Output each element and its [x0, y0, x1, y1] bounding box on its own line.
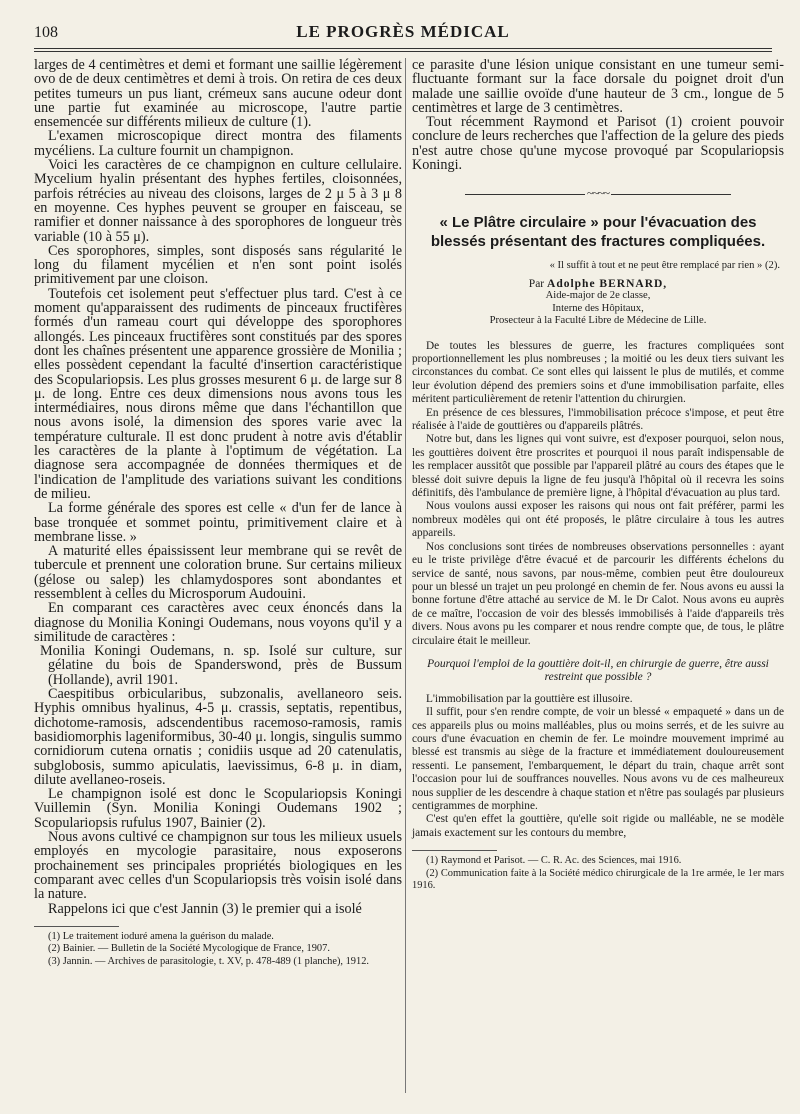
right-column [412, 58, 784, 893]
paragraph: ce parasite d'une lésion unique consistant en une tumeur semi-fluctuante formant sur la face dorsale du poignet droit d'un malade une saillie ovoïde d'une hauteur de 3 cm., longue de 5 centimètres et large de 3 centimètres. [412, 57, 784, 116]
paragraph: Il suffit, pour s'en rendre compte, de voir un blessé « empaqueté » dans un de ces appareils plus ou moins malléables, plus ou moins serrés, et de les suivre au cours d'une évacuation en chemin de fer. Le moindre mouvement imprimé au blessé est transmis au siège de la fracture et immédiatement douloureusement ressenti. Le pansement, l'embarquement, le départ du train, chaque arrêt sont l'occasion pour lui de souffrances nouvelles. Nous avons vu de ces malheureux nous supplier de les descendre à chaque station et n'être pas soulagés par plusieurs centigrammes de morphine. [412, 706, 784, 812]
paragraph: Nos conclusions sont tirées de nombreuses observations personnelles : ayant eu le triste privilège d'être évacué et de parcourir les différents échelons du service de santé, nous savons, par nous-même, combien peut être douloureux pour un blessé un trajet un peu prolongé en chemin de fer. Nous avons eu aussi la bonne fortune d'être attaché au service de M. le Dr Calot. Nous avons eu auprès de ce maître, l'occasion de voir des blessés immobilisés à l'aide d'appareils très divers. Nous avons pu les comparer et nous rendre compte que, de tous, le plâtre circulaire était le meilleur. [412, 540, 784, 647]
paragraph: Nous avons cultivé ce champignon sur tous les milieux usuels employés en mycologie parasitaire, nous exposerons prochainement ses principales propriétés biologiques en les comparant avec celles d'un Scopulariopsis très voisin isolé dans la nature. [34, 829, 402, 903]
paragraph: Tout récemment Raymond et Parisot (1) croient pouvoir conclure de leurs recherches que l'affection de la gelure des pieds n'est autre chose qu'une mycose provoqué par Scopulariopsis Koningi. [412, 114, 784, 174]
section-subheading: Pourquoi l'emploi de la gouttière doit-il, en chirurgie de guerre, être aussi restreint que possible ? [427, 657, 769, 684]
page-number: 108 [34, 24, 58, 41]
affiliation-line: Aide-major de 2e classe, [545, 290, 651, 302]
footnote-rule [34, 926, 119, 927]
paragraph: En comparant ces caractères avec ceux énoncés dans la diagnose du Monilia Koningi Oudemans, nous voyons qu'il y a similitude de caractères : [34, 600, 402, 645]
affiliation-line: Interne des Hôpitaux, [552, 302, 644, 314]
running-title: LE PROGRÈS MÉDICAL [296, 22, 510, 41]
paragraph: En présence de ces blessures, l'immobilisation précoce s'impose, et peut être réalisée à l'aide de gouttières ou d'appareils plâtrés. [412, 406, 784, 433]
paragraph: Ces sporophores, simples, sont disposés sans régularité le long du filament mycélien et n'en sont point isolés primitivement par une cloison. [34, 242, 402, 288]
paragraph: L'examen microscopique direct montra des filaments mycéliens. La culture fournit un champignon. [34, 128, 402, 159]
paragraph: L'immobilisation par la gouttière est illusoire. [426, 692, 633, 705]
byline-prefix: Par [528, 278, 545, 291]
separator-ornament: ~~~~ [587, 186, 609, 201]
footnote: (2) Bainier. — Bulletin de la Société Mycologique de France, 1907. [48, 943, 330, 955]
paragraph: Le champignon isolé est donc le Scopulariopsis Koningi Vuillemin (Syn. Monilia Koningi Oudemans 1902 ; Scopulariopsis rufulus 1907, Bainier (2). [34, 786, 402, 831]
header-rule [34, 48, 772, 52]
taxon-paragraph: Monilia Koningi Oudemans, n. sp. Isolé sur culture, sur gélatine du bois de Spanderswond, près de Bussum (Hollande), avril 1901. [40, 643, 402, 688]
paragraph: Voici les caractères de ce champignon en culture cellulaire. Mycelium hyalin présentant des hyphes fertiles, cloisonnées, parfois rétrécies au niveau des cloisons, larges de 2 μ 5 à 3 μ 8 en moyenne. Ces hyphes peuvent se grouper en faisceau, se ramifier et donner naissance à des sporophores de longueur très variable (10 à 55 μ). [34, 157, 402, 245]
paragraph: A maturité elles épaississent leur membrane qui se revêt de tubercule et prennent une coloration brune. Sur certains milieux (gélose ou salep) les chlamydospores sont abondantes et ressemblent à celles du Microsporum Audouini. [34, 543, 402, 602]
paragraph: larges de 4 centimètres et demi et formant une saillie légèrement ovo de de deux centimètres et demi à trois. On retira de ces deux petites tumeurs un pus liant, crémeux sans aucune odeur dont une partie fut examinée au microscope, l'autre partie ensemencée sur différents milieux de culture (1). [34, 57, 402, 131]
separator-line [611, 194, 731, 195]
separator-line [465, 194, 585, 195]
article-title: « Le Plâtre circulaire » pour l'évacuation des blessés présentant des fractures compliquées. [430, 214, 766, 251]
footnote-rule [412, 850, 497, 851]
author-name: Adolphe BERNARD, [547, 278, 668, 291]
footnote: (3) Jannin. — Archives de parasitologie, t. XV, p. 478-489 (1 planche), 1912. [48, 956, 369, 967]
author-affiliations [412, 290, 784, 327]
page-header [34, 22, 772, 48]
footnote: (2) Communication faite à la Société médico chirurgicale de la 1re armée, le 1er mars 1916. [412, 867, 784, 892]
paragraph: De toutes les blessures de guerre, les fractures compliquées sont proportionnellement les plus nombreuses ; la moitié ou les deux tiers suivant les circonstances du combat. Ce sont elles qui laissent le plus de mutilés, et comme leur évolution dépend des premiers soins et d'une immobilisation parfaite, elles méritent particulièrement de retenir l'attention du chirurgien. [412, 339, 784, 406]
paragraph: Notre but, dans les lignes qui vont suivre, est d'exposer pourquoi, selon nous, les gouttières doivent être proscrites et pourquoi il nous paraît indispensable de les remplacer aussitôt que possible par l'appareil plâtré au cours des étapes que le blessé doit suivre depuis la ligne de feu jusqu'à l'hôpital où il recevra les soins définitifs, dès l'ambulance de première ligne, à l'hôpital d'évacuation au plus tard. [412, 433, 784, 500]
footnote: (1) Raymond et Parisot. — C. R. Ac. des Sciences, mai 1916. [426, 855, 682, 867]
paragraph: Toutefois cet isolement peut s'effectuer plus tard. C'est à ce moment qu'apparaissent des rudiments de pinceaux fructifères formés d'un rameau court qui développe des sporophores allongés. Les pinceaux fructifères sont constitués par des spores dont les chaînes présentent une apparence grossière de Monilia ; elles possèdent cependant la faculté d'insertion caractéristique des Scopulariopsis. Les plus grosses mesurent 6 μ. de large sur 8 μ. de long. Entre ces deux dimensions nous avons tous les intermédiaires, nous dirons même que dans l'échantillon que nous avons isolé, la dimension des spores varie avec la température culturale. Il est donc prudent à notre avis d'établir les caractères de la plante à l'optimum de végétation. La diagnose sera accompagnée de données thermiques et de l'indication de l'amplitude des variations suivant les conditions de milieu. [34, 285, 402, 502]
byline [412, 278, 784, 290]
paragraph: Nous voulons aussi exposer les raisons qui nous ont fait préférer, parmi les nombreux modèles qui ont été proposés, le plâtre circulaire à tous les autres appareils. [412, 500, 784, 540]
affiliation-line: Prosecteur à la Faculté Libre de Médecine de Lille. [489, 315, 707, 327]
section-separator [412, 186, 784, 201]
paragraph: C'est qu'en effet la gouttière, qu'elle soit rigide ou malléable, ne se modèle jamais exactement sur les contours du membre, [412, 813, 784, 839]
column-divider [405, 58, 406, 1093]
paragraph: La forme générale des spores est celle « d'un fer de lance à base tronquée et sommet pointu, primitivement claire et à membrane lisse. » [34, 500, 402, 545]
taxon-paragraph: Caespitibus orbicularibus, subzonalis, avellaneoro seis. Hyphis omnibus hyalinus, 4-5 μ. crassis, septatis, repentibus, dichotome-ramosis, adscendentibus racemoso-ramosis, ramis basidiomorphis lageniformibus, 30-40 μ. longis, singulis summo cornidiorum cutena ornatis ; conidiis usque ad 20 catenulatis, subglobosis, summo apiculatis, laevissimus, 6-8 μ. in diam, dilute avellaneo-roseis. [34, 686, 402, 788]
epigraph: « Il suffit à tout et ne peut être remplacé par rien » (2). [549, 260, 780, 272]
left-column [34, 58, 402, 969]
paragraph: Rappelons ici que c'est Jannin (3) le premier qui a isolé [48, 900, 362, 917]
footnote: (1) Le traitement ioduré amena la guérison du malade. [48, 930, 274, 942]
